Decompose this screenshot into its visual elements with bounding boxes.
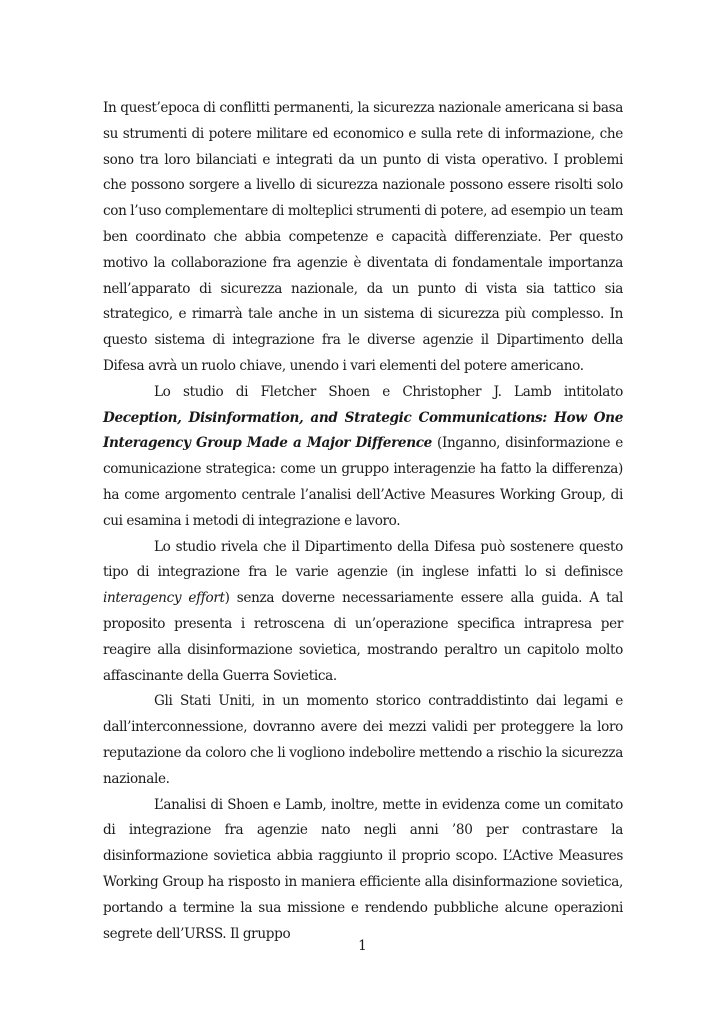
paragraph-study-lead: Lo studio di Fletcher Shoen e Christopher J. Lamb intitolato [154, 383, 623, 400]
paragraph-united-states: Gli Stati Uniti, in un momento storico contraddistinto dai legami e dall’interconnessione, dovranno avere dei mezzi validi per proteggere la loro reputazione da coloro che li vogliono indebolire mettendo a rischio la sicurezza nazionale. [103, 693, 623, 787]
document-body [103, 96, 623, 947]
page-number: 1 [358, 938, 367, 954]
paragraph-intro: In quest’epoca di conflitti permanenti, la sicurezza nazionale americana si basa su strumenti di potere militare ed economico e sulla rete di informazione, che sono tra loro bilanciati e integrati da un punto di vista operativo. I problemi che possono sorgere a livello di sicurezza nazionale possono essere risolti solo con l’uso complementare di molteplici strumenti di potere, ad esempio un team ben coordinato che abbia competenze e capacità differenziate. Per questo motivo la collaborazione fra agenzie è diventata di fondamentale importanza nell’apparato di sicurezza nazionale, da un punto di vista sia tattico sia strategico, e rimarrà tale anche in un sistema di sicurezza più complesso. In questo sistema di integrazione fra le diverse agenzie il Dipartimento della Difesa avrà un ruolo chiave, unendo i vari elementi del potere americano. [103, 100, 623, 374]
paragraph-findings-lead: Lo studio rivela che il Dipartimento della Difesa può sostenere questo tipo di integrazione fra le varie agenzie (in inglese infatti lo si definisce [103, 538, 623, 581]
study-title: Deception, Disinformation, and Strategic Communications: How One Interagency Group Made a Major Difference [103, 409, 623, 452]
english-term: interagency effort [103, 590, 225, 607]
paragraph-study [103, 380, 623, 535]
paragraph-findings [103, 535, 623, 690]
paragraph-findings-rest: ) senza doverne necessariamente essere alla guida. A tal proposito presenta i retroscena di un’operazione specifica intrapresa per reagire alla disinformazione sovietica, mostrando peraltro un capitolo molto affascinante della Guerra Sovietica. [103, 590, 623, 684]
paragraph-analysis: L’analisi di Shoen e Lamb, inoltre, mette in evidenza come un comitato di integrazione fra agenzie nato negli anni ’80 per contrastare la disinformazione sovietica abbia raggiunto il proprio scopo. L’Active Measures Working Group ha risposto in maniera efficiente alla disinformazione sovietica, portando a termine la sua missione e rendendo pubbliche alcune operazioni segrete dell’URSS. Il gruppo [103, 796, 623, 942]
paragraph-study-rest: (Inganno, disinformazione e comunicazione strategica: come un gruppo interagenzie ha fatto la differenza) ha come argomento centrale l’analisi dell’Active Measures Working Group, di cui esamina i metodi di integrazione e lavoro. [103, 435, 623, 529]
